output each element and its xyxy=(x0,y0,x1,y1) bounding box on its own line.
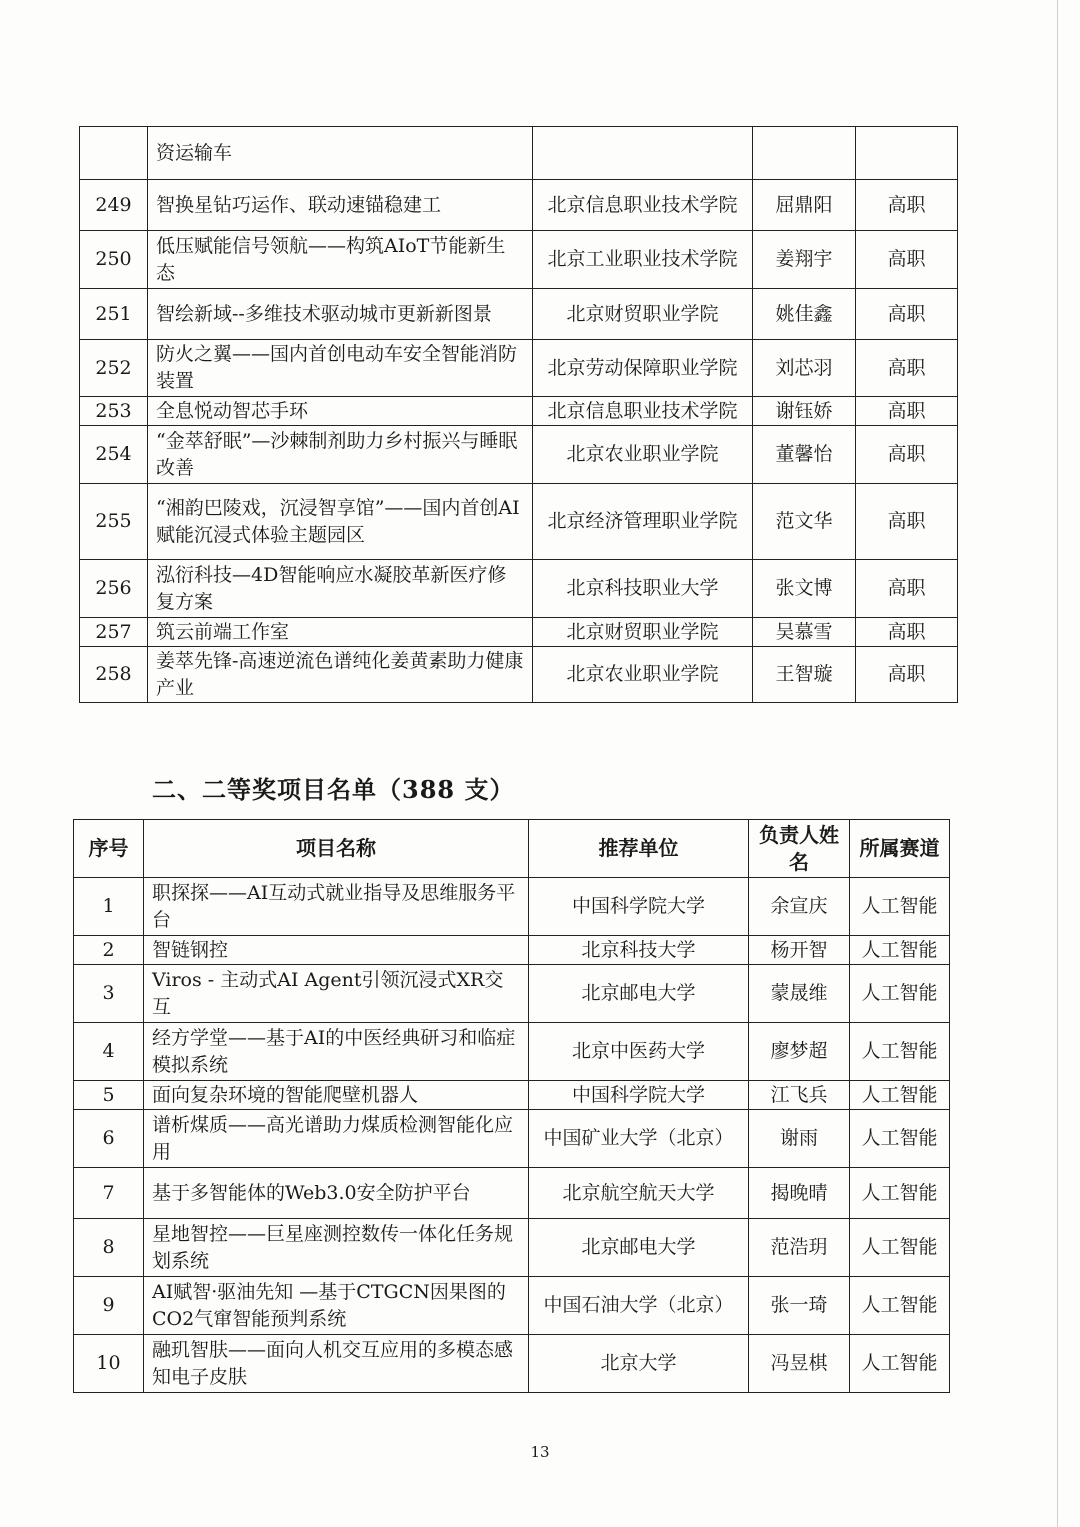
cell-recommending-unit: 中国科学院大学 xyxy=(529,878,749,936)
page-number: 13 xyxy=(530,1443,550,1461)
cell-track: 高职 xyxy=(856,289,958,340)
cell-track: 高职 xyxy=(856,560,958,618)
table-row xyxy=(74,1335,950,1393)
cell-leader-name: 谢钰娇 xyxy=(753,397,856,426)
section-title: 二、二等奖项目名单（388 支） xyxy=(152,775,515,804)
table-row xyxy=(74,1081,950,1110)
cell-recommending-unit: 北京农业职业学院 xyxy=(533,647,753,703)
cell-track: 高职 xyxy=(856,426,958,484)
cell-no: 10 xyxy=(74,1335,144,1393)
cell-recommending-unit xyxy=(533,127,753,180)
cell-track: 人工智能 xyxy=(850,965,950,1023)
cell-leader-name: 谢雨 xyxy=(749,1110,850,1168)
continuation-table-body xyxy=(80,127,958,703)
cell-recommending-unit: 北京经济管理职业学院 xyxy=(533,484,753,560)
cell-no: 5 xyxy=(74,1081,144,1110)
cell-track: 人工智能 xyxy=(850,1335,950,1393)
cell-recommending-unit: 北京农业职业学院 xyxy=(533,426,753,484)
cell-leader-name: 吴慕雪 xyxy=(753,618,856,647)
cell-track: 高职 xyxy=(856,231,958,289)
cell-leader-name: 冯昱棋 xyxy=(749,1335,850,1393)
cell-project-name: AI赋智·驱油先知 —基于CTGCN因果图的CO2气窜智能预判系统 xyxy=(144,1277,529,1335)
cell-project-name: 智换星钻巧运作、联动速锚稳建工 xyxy=(148,180,533,231)
cell-recommending-unit: 北京中医药大学 xyxy=(529,1023,749,1081)
cell-leader-name: 杨开智 xyxy=(749,936,850,965)
cell-project-name: 谱析煤质——高光谱助力煤质检测智能化应用 xyxy=(144,1110,529,1168)
cell-project-name: “金萃舒眠”—沙棘制剂助力乡村振兴与睡眠改善 xyxy=(148,426,533,484)
cell-leader-name: 刘芯羽 xyxy=(753,340,856,397)
page-edge xyxy=(1057,0,1058,1527)
cell-track: 人工智能 xyxy=(850,878,950,936)
cell-project-name: 防火之翼——国内首创电动车安全智能消防装置 xyxy=(148,340,533,397)
cell-recommending-unit: 北京劳动保障职业学院 xyxy=(533,340,753,397)
cell-recommending-unit: 北京科技职业大学 xyxy=(533,560,753,618)
cell-no: 7 xyxy=(74,1168,144,1219)
cell-track: 人工智能 xyxy=(850,1023,950,1081)
cell-no: 249 xyxy=(80,180,148,231)
cell-leader-name: 余宣庆 xyxy=(749,878,850,936)
cell-track: 高职 xyxy=(856,484,958,560)
header-leader-name: 负责人姓名 xyxy=(749,820,850,878)
cell-track: 高职 xyxy=(856,397,958,426)
header-no: 序号 xyxy=(74,820,144,878)
cell-no: 257 xyxy=(80,618,148,647)
cell-leader-name: 张一琦 xyxy=(749,1277,850,1335)
table-row xyxy=(74,1168,950,1219)
cell-project-name: 低压赋能信号领航——构筑AIoT节能新生态 xyxy=(148,231,533,289)
table-row xyxy=(80,340,958,397)
cell-project-name: 智绘新域--多维技术驱动城市更新新图景 xyxy=(148,289,533,340)
cell-track: 人工智能 xyxy=(850,1110,950,1168)
cell-recommending-unit: 北京科技大学 xyxy=(529,936,749,965)
cell-leader-name: 姚佳鑫 xyxy=(753,289,856,340)
cell-project-name: 面向复杂环境的智能爬壁机器人 xyxy=(144,1081,529,1110)
cell-no: 6 xyxy=(74,1110,144,1168)
cell-no: 251 xyxy=(80,289,148,340)
cell-track: 人工智能 xyxy=(850,936,950,965)
table-row xyxy=(74,1219,950,1277)
cell-project-name: 全息悦动智芯手环 xyxy=(148,397,533,426)
header-project-name: 项目名称 xyxy=(144,820,529,878)
cell-no: 254 xyxy=(80,426,148,484)
cell-project-name: 基于多智能体的Web3.0安全防护平台 xyxy=(144,1168,529,1219)
cell-recommending-unit: 北京工业职业技术学院 xyxy=(533,231,753,289)
cell-recommending-unit: 中国矿业大学（北京） xyxy=(529,1110,749,1168)
table-row xyxy=(74,1277,950,1335)
cell-recommending-unit: 北京大学 xyxy=(529,1335,749,1393)
cell-recommending-unit: 中国科学院大学 xyxy=(529,1081,749,1110)
cell-recommending-unit: 北京信息职业技术学院 xyxy=(533,397,753,426)
second-prize-table-body xyxy=(74,878,950,1393)
table-row xyxy=(74,1023,950,1081)
cell-track: 高职 xyxy=(856,618,958,647)
cell-leader-name: 董馨怡 xyxy=(753,426,856,484)
cell-project-name: 资运输车 xyxy=(148,127,533,180)
continuation-table xyxy=(79,126,958,703)
table-row xyxy=(80,127,958,180)
second-prize-table xyxy=(73,819,950,1393)
cell-track: 人工智能 xyxy=(850,1277,950,1335)
cell-no: 8 xyxy=(74,1219,144,1277)
cell-project-name: Viros - 主动式AI Agent引领沉浸式XR交互 xyxy=(144,965,529,1023)
cell-leader-name: 廖梦超 xyxy=(749,1023,850,1081)
cell-no: 258 xyxy=(80,647,148,703)
cell-no: 3 xyxy=(74,965,144,1023)
cell-leader-name: 姜翔宇 xyxy=(753,231,856,289)
cell-no: 9 xyxy=(74,1277,144,1335)
table-row xyxy=(80,180,958,231)
cell-no: 255 xyxy=(80,484,148,560)
table-row xyxy=(80,231,958,289)
cell-recommending-unit: 北京航空航天大学 xyxy=(529,1168,749,1219)
cell-track: 人工智能 xyxy=(850,1081,950,1110)
cell-project-name: 星地智控——巨星座测控数传一体化任务规划系统 xyxy=(144,1219,529,1277)
cell-recommending-unit: 北京邮电大学 xyxy=(529,965,749,1023)
cell-project-name: 融玑智肤——面向人机交互应用的多模态感知电子皮肤 xyxy=(144,1335,529,1393)
cell-leader-name xyxy=(753,127,856,180)
table-row xyxy=(80,618,958,647)
cell-no: 250 xyxy=(80,231,148,289)
cell-leader-name: 王智璇 xyxy=(753,647,856,703)
cell-leader-name: 张文博 xyxy=(753,560,856,618)
cell-project-name: 筑云前端工作室 xyxy=(148,618,533,647)
table-row xyxy=(74,936,950,965)
cell-recommending-unit: 中国石油大学（北京） xyxy=(529,1277,749,1335)
cell-project-name: “湘韵巴陵戏，沉浸智享馆”——国内首创AI赋能沉浸式体验主题园区 xyxy=(148,484,533,560)
cell-recommending-unit: 北京邮电大学 xyxy=(529,1219,749,1277)
cell-leader-name: 范文华 xyxy=(753,484,856,560)
cell-no: 4 xyxy=(74,1023,144,1081)
table-row xyxy=(80,560,958,618)
cell-track: 高职 xyxy=(856,180,958,231)
cell-track xyxy=(856,127,958,180)
cell-leader-name: 屈鼎阳 xyxy=(753,180,856,231)
cell-project-name: 智链钢控 xyxy=(144,936,529,965)
cell-no: 253 xyxy=(80,397,148,426)
cell-project-name: 职探探——AI互动式就业指导及思维服务平台 xyxy=(144,878,529,936)
cell-leader-name: 江飞兵 xyxy=(749,1081,850,1110)
cell-recommending-unit: 北京信息职业技术学院 xyxy=(533,180,753,231)
cell-no: 1 xyxy=(74,878,144,936)
cell-recommending-unit: 北京财贸职业学院 xyxy=(533,618,753,647)
cell-track: 人工智能 xyxy=(850,1219,950,1277)
table-row xyxy=(74,878,950,936)
table-row xyxy=(80,397,958,426)
cell-track: 高职 xyxy=(856,647,958,703)
cell-leader-name: 揭晚晴 xyxy=(749,1168,850,1219)
cell-project-name: 泓衍科技—4D智能响应水凝胶革新医疗修复方案 xyxy=(148,560,533,618)
cell-recommending-unit: 北京财贸职业学院 xyxy=(533,289,753,340)
table-row xyxy=(80,647,958,703)
cell-track: 高职 xyxy=(856,340,958,397)
cell-no: 252 xyxy=(80,340,148,397)
cell-no: 256 xyxy=(80,560,148,618)
cell-leader-name: 范浩玥 xyxy=(749,1219,850,1277)
cell-no: 2 xyxy=(74,936,144,965)
cell-no xyxy=(80,127,148,180)
table-row xyxy=(74,1110,950,1168)
table-row xyxy=(80,484,958,560)
cell-project-name: 姜萃先锋-高速逆流色谱纯化姜黄素助力健康产业 xyxy=(148,647,533,703)
table-row xyxy=(74,965,950,1023)
cell-track: 人工智能 xyxy=(850,1168,950,1219)
table-row xyxy=(80,289,958,340)
cell-leader-name: 蒙晟维 xyxy=(749,965,850,1023)
table-header-row xyxy=(74,820,950,878)
table-row xyxy=(80,426,958,484)
cell-project-name: 经方学堂——基于AI的中医经典研习和临症模拟系统 xyxy=(144,1023,529,1081)
header-recommending-unit: 推荐单位 xyxy=(529,820,749,878)
header-track: 所属赛道 xyxy=(850,820,950,878)
